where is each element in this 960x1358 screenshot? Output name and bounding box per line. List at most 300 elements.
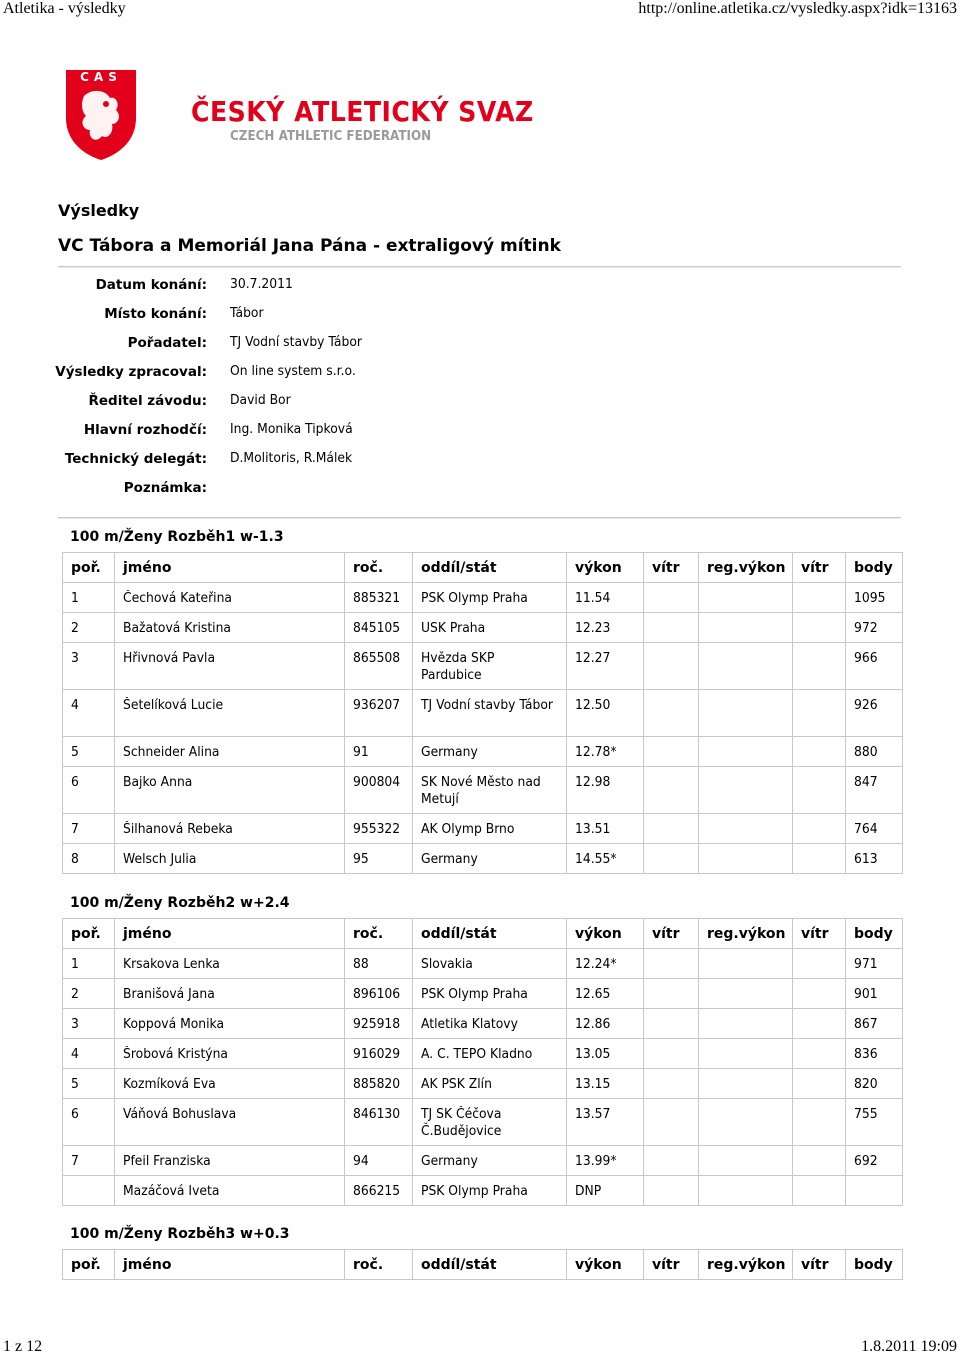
cell-text: Germany (421, 1154, 478, 1169)
cell-born (345, 949, 413, 979)
cell-text: 936207 (353, 698, 401, 713)
cell-name (115, 979, 345, 1009)
cell-text: 900804 (353, 775, 401, 790)
cell-born (345, 767, 413, 814)
cell-rank (63, 1069, 115, 1099)
cell-reg-wind (793, 1176, 846, 1206)
cell-result (567, 690, 644, 737)
cell-text: 971 (854, 957, 878, 972)
cell-text: 88 (353, 957, 369, 972)
column-header: výkon (567, 553, 644, 583)
cell-text: Koppová Monika (123, 1017, 225, 1032)
table-row (63, 1176, 903, 1206)
cell-reg (699, 814, 793, 844)
cell-name (115, 814, 345, 844)
race-title: 100 m/Ženy Rozběh3 w+0.3 (70, 1226, 290, 1242)
page-counter: 1 z 12 (3, 1338, 43, 1355)
cell-text: 12.23 (575, 621, 611, 636)
column-header: jméno (115, 553, 345, 583)
federation-subtitle: CZECH ATHLETIC FEDERATION (230, 129, 432, 144)
cell-club (413, 583, 567, 613)
cell-text: 820 (854, 1077, 878, 1092)
cell-text: 5 (71, 1077, 79, 1092)
cell-wind (644, 690, 699, 737)
cell-reg (699, 1039, 793, 1069)
cell-text: 755 (854, 1107, 878, 1122)
cell-text: 836 (854, 1047, 878, 1062)
cell-reg-wind (793, 1146, 846, 1176)
cell-rank (63, 767, 115, 814)
cell-points (846, 1099, 903, 1146)
cell-text: 613 (854, 852, 878, 867)
cell-text: DNP (575, 1184, 602, 1199)
cell-club (413, 1146, 567, 1176)
info-label: Ředitel závodu: (88, 393, 207, 409)
cell-rank (63, 1176, 115, 1206)
table-row (63, 949, 903, 979)
cell-result (567, 1039, 644, 1069)
cell-reg (699, 1146, 793, 1176)
table-header-row (63, 553, 903, 583)
cell-result (567, 1099, 644, 1146)
cell-born (345, 1069, 413, 1099)
cell-result (567, 767, 644, 814)
cell-text: 1 (71, 957, 79, 972)
federation-name: ČESKÝ ATLETICKÝ SVAZ (191, 95, 534, 128)
cell-text: SK Nové Město nad Metují (421, 775, 541, 807)
cell-reg (699, 979, 793, 1009)
cell-text: Slovakia (421, 957, 473, 972)
info-row (58, 417, 658, 446)
cell-text: 845105 (353, 621, 401, 636)
cell-club (413, 767, 567, 814)
cell-result (567, 949, 644, 979)
cell-text: 6 (71, 1107, 79, 1122)
cell-text: Pfeil Franziska (123, 1154, 211, 1169)
cell-points (846, 1146, 903, 1176)
column-header: roč. (345, 1250, 413, 1280)
cell-text: Čechová Kateřina (123, 591, 232, 606)
column-header: vítr (644, 553, 699, 583)
cell-club (413, 737, 567, 767)
cell-club (413, 1099, 567, 1146)
cell-reg-wind (793, 1069, 846, 1099)
cell-text: Šetelíková Lucie (123, 698, 224, 713)
cell-reg (699, 1176, 793, 1206)
cell-reg (699, 844, 793, 874)
column-header: body (846, 919, 903, 949)
cell-points (846, 844, 903, 874)
cell-club (413, 979, 567, 1009)
column-header: oddíl/stát (413, 553, 567, 583)
cell-rank (63, 643, 115, 690)
cell-reg (699, 767, 793, 814)
results-table (62, 918, 903, 1206)
cell-name (115, 1009, 345, 1039)
cell-points (846, 737, 903, 767)
cell-result (567, 737, 644, 767)
cell-text: 885820 (353, 1077, 401, 1092)
column-header: vítr (793, 919, 846, 949)
cell-text: Germany (421, 852, 478, 867)
federation-brand (191, 96, 572, 145)
cell-text: 1095 (854, 591, 886, 606)
cell-name (115, 1069, 345, 1099)
column-header: reg.výkon (699, 1250, 793, 1280)
race-title: 100 m/Ženy Rozběh2 w+2.4 (70, 895, 290, 911)
cell-wind (644, 1069, 699, 1099)
cell-born (345, 814, 413, 844)
cell-club (413, 1176, 567, 1206)
divider (58, 266, 901, 268)
cell-reg-wind (793, 1099, 846, 1146)
info-row (58, 330, 658, 359)
cell-name (115, 1176, 345, 1206)
cell-text: 7 (71, 1154, 79, 1169)
info-value: Tábor (230, 306, 264, 321)
cell-name (115, 583, 345, 613)
cell-born (345, 583, 413, 613)
cell-name (115, 643, 345, 690)
cell-wind (644, 1146, 699, 1176)
cell-text: 5 (71, 745, 79, 760)
column-header: vítr (644, 1250, 699, 1280)
browser-url[interactable]: http://online.atletika.cz/vysledky.aspx?idk=13163 (638, 0, 957, 17)
cell-rank (63, 1099, 115, 1146)
cell-text: 901 (854, 987, 878, 1002)
cell-name (115, 844, 345, 874)
cell-club (413, 1069, 567, 1099)
column-header: poř. (63, 1250, 115, 1280)
info-row (58, 388, 658, 417)
cell-points (846, 1069, 903, 1099)
cell-club (413, 814, 567, 844)
cell-text: Šrobová Kristýna (123, 1047, 228, 1062)
cell-text: 896106 (353, 987, 401, 1002)
column-header: poř. (63, 919, 115, 949)
column-header: reg.výkon (699, 553, 793, 583)
column-header: vítr (793, 1250, 846, 1280)
cell-reg (699, 690, 793, 737)
cell-text: 6 (71, 775, 79, 790)
cell-text: 13.05 (575, 1047, 611, 1062)
cell-text: 7 (71, 822, 79, 837)
cell-reg (699, 643, 793, 690)
cell-reg (699, 737, 793, 767)
info-label: Hlavní rozhodčí: (83, 422, 207, 438)
event-info (55, 272, 658, 504)
table-row (63, 767, 903, 814)
browser-page-title: Atletika - výsledky (3, 0, 126, 17)
cell-text: Atletika Klatovy (421, 1017, 518, 1032)
cell-result (567, 979, 644, 1009)
cell-rank (63, 583, 115, 613)
column-header: oddíl/stát (413, 919, 567, 949)
cell-result (567, 613, 644, 643)
cell-reg-wind (793, 767, 846, 814)
cell-name (115, 613, 345, 643)
cell-wind (644, 844, 699, 874)
table-header-row (63, 1250, 903, 1280)
table-row (63, 814, 903, 844)
cell-wind (644, 1176, 699, 1206)
column-header: body (846, 1250, 903, 1280)
cell-text: 13.99* (575, 1154, 617, 1169)
column-header: jméno (115, 1250, 345, 1280)
cell-born (345, 1176, 413, 1206)
cell-born (345, 643, 413, 690)
info-value: TJ Vodní stavby Tábor (230, 335, 362, 350)
cell-name (115, 949, 345, 979)
cell-points (846, 643, 903, 690)
cell-text: Schneider Alina (123, 745, 220, 760)
cell-born (345, 1146, 413, 1176)
cell-text: 13.51 (575, 822, 611, 837)
event-title: VC Tábora a Memoriál Jana Pána - extraligový mítink (58, 236, 561, 256)
table-row (63, 1146, 903, 1176)
cell-text: Branišová Jana (123, 987, 215, 1002)
cell-text: 91 (353, 745, 369, 760)
cell-born (345, 690, 413, 737)
cell-name (115, 737, 345, 767)
cell-text: 846130 (353, 1107, 401, 1122)
cell-text: Germany (421, 745, 478, 760)
info-row (58, 446, 658, 475)
cell-club (413, 613, 567, 643)
table-row (63, 737, 903, 767)
cell-text: Šilhanová Rebeka (123, 822, 233, 837)
column-header: vítr (793, 553, 846, 583)
table-row (63, 613, 903, 643)
cell-reg (699, 613, 793, 643)
cell-result (567, 1146, 644, 1176)
cell-text: 12.50 (575, 698, 611, 713)
cell-text: 3 (71, 651, 79, 666)
cell-wind (644, 643, 699, 690)
cell-rank (63, 1009, 115, 1039)
cell-text: 916029 (353, 1047, 401, 1062)
cell-club (413, 643, 567, 690)
cell-text: 966 (854, 651, 878, 666)
cell-reg-wind (793, 814, 846, 844)
cell-points (846, 1009, 903, 1039)
cell-born (345, 737, 413, 767)
cell-text: 885321 (353, 591, 401, 606)
cell-text: 94 (353, 1154, 369, 1169)
cell-reg (699, 949, 793, 979)
cell-born (345, 1099, 413, 1146)
cell-text: 1 (71, 591, 79, 606)
table-row (63, 643, 903, 690)
cell-reg-wind (793, 1039, 846, 1069)
cell-club (413, 690, 567, 737)
cell-points (846, 814, 903, 844)
cell-wind (644, 1099, 699, 1146)
cell-text: 865508 (353, 651, 401, 666)
results-table (62, 552, 903, 874)
cell-text: 12.65 (575, 987, 611, 1002)
cell-points (846, 1176, 903, 1206)
cell-text: 95 (353, 852, 369, 867)
cell-text: 867 (854, 1017, 878, 1032)
cell-name (115, 1099, 345, 1146)
info-value: 30.7.2011 (230, 277, 293, 292)
column-header: oddíl/stát (413, 1250, 567, 1280)
table-row (63, 1039, 903, 1069)
cell-wind (644, 1009, 699, 1039)
cell-born (345, 613, 413, 643)
cell-text: Krsakova Lenka (123, 957, 220, 972)
cell-text: Bajko Anna (123, 775, 193, 790)
cell-result (567, 1069, 644, 1099)
cell-rank (63, 737, 115, 767)
cell-rank (63, 690, 115, 737)
table-row (63, 1099, 903, 1146)
info-label: Poznámka: (123, 480, 207, 496)
results-table (62, 1249, 903, 1280)
table-row (63, 979, 903, 1009)
cell-text: 880 (854, 745, 878, 760)
cell-reg-wind (793, 643, 846, 690)
cell-reg-wind (793, 1009, 846, 1039)
table-row (63, 1009, 903, 1039)
cell-club (413, 949, 567, 979)
cell-text: TJ SK Čéčova Č.Budějovice (421, 1107, 502, 1139)
cell-text: 4 (71, 1047, 79, 1062)
cell-text: AK Olymp Brno (421, 822, 515, 837)
cell-text: 12.27 (575, 651, 611, 666)
cell-text: 866215 (353, 1184, 401, 1199)
cell-text: A. C. TEPO Kladno (421, 1047, 533, 1062)
cell-text: 11.54 (575, 591, 611, 606)
cell-text: Hvězda SKP Pardubice (421, 651, 495, 683)
cell-rank (63, 1146, 115, 1176)
cell-text: 12.98 (575, 775, 611, 790)
cell-born (345, 1039, 413, 1069)
info-value: Ing. Monika Tipková (230, 422, 353, 437)
cell-text: 925918 (353, 1017, 401, 1032)
table-row (63, 844, 903, 874)
info-label: Technický delegát: (64, 451, 207, 467)
cell-result (567, 1176, 644, 1206)
cell-text: 955322 (353, 822, 401, 837)
column-header: jméno (115, 919, 345, 949)
cell-club (413, 1009, 567, 1039)
cell-text: 972 (854, 621, 878, 636)
cell-wind (644, 814, 699, 844)
cell-reg-wind (793, 979, 846, 1009)
cell-text: TJ Vodní stavby Tábor (421, 698, 553, 713)
cell-text: 847 (854, 775, 878, 790)
column-header: vítr (644, 919, 699, 949)
cell-rank (63, 979, 115, 1009)
cell-points (846, 613, 903, 643)
cell-points (846, 1039, 903, 1069)
cell-text: 3 (71, 1017, 79, 1032)
cell-wind (644, 1039, 699, 1069)
cell-points (846, 690, 903, 737)
cell-club (413, 844, 567, 874)
column-header: roč. (345, 919, 413, 949)
table-row (63, 690, 903, 737)
info-label: Výsledky zpracoval: (55, 364, 207, 380)
cell-reg (699, 583, 793, 613)
cell-reg-wind (793, 583, 846, 613)
print-footer (0, 1338, 960, 1358)
cell-rank (63, 613, 115, 643)
table-header-row (63, 919, 903, 949)
cell-club (413, 1039, 567, 1069)
cell-reg (699, 1009, 793, 1039)
info-label: Místo konání: (104, 306, 207, 322)
column-header: body (846, 553, 903, 583)
cell-text: Kozmíková Eva (123, 1077, 216, 1092)
cell-points (846, 767, 903, 814)
info-row (58, 475, 658, 504)
cell-text: 2 (71, 621, 79, 636)
cell-text: 4 (71, 698, 79, 713)
cell-name (115, 767, 345, 814)
cell-text: 2 (71, 987, 79, 1002)
cell-text: PSK Olymp Praha (421, 591, 528, 606)
cell-wind (644, 737, 699, 767)
cell-wind (644, 613, 699, 643)
cell-points (846, 979, 903, 1009)
cell-result (567, 1009, 644, 1039)
cell-text: 13.15 (575, 1077, 611, 1092)
cell-born (345, 1009, 413, 1039)
cell-reg-wind (793, 949, 846, 979)
cell-wind (644, 949, 699, 979)
cell-text: PSK Olymp Praha (421, 1184, 528, 1199)
column-header: výkon (567, 1250, 644, 1280)
column-header: poř. (63, 553, 115, 583)
column-header: reg.výkon (699, 919, 793, 949)
cell-born (345, 979, 413, 1009)
cell-wind (644, 583, 699, 613)
cell-text: 14.55* (575, 852, 617, 867)
cell-text: AK PSK Zlín (421, 1077, 492, 1092)
cell-text: Váňová Bohuslava (123, 1107, 237, 1122)
cell-born (345, 844, 413, 874)
cell-text: 8 (71, 852, 79, 867)
cell-name (115, 1039, 345, 1069)
info-row (58, 301, 658, 330)
cell-text: Welsch Julia (123, 852, 197, 867)
info-row (55, 359, 658, 388)
cell-text: PSK Olymp Praha (421, 987, 528, 1002)
print-header (0, 0, 960, 20)
cell-text: Mazáčová Iveta (123, 1184, 220, 1199)
cell-result (567, 814, 644, 844)
print-datetime: 1.8.2011 19:09 (861, 1338, 957, 1355)
cell-text: 926 (854, 698, 878, 713)
cell-reg-wind (793, 690, 846, 737)
cell-wind (644, 979, 699, 1009)
info-label: Pořadatel: (127, 335, 207, 351)
cell-reg-wind (793, 613, 846, 643)
cell-text: Hřivnová Pavla (123, 651, 216, 666)
table-row (63, 1069, 903, 1099)
info-value: On line system s.r.o. (230, 364, 356, 379)
page-heading: Výsledky (58, 201, 140, 220)
cell-name (115, 1146, 345, 1176)
cell-text: 12.24* (575, 957, 617, 972)
cell-text: USK Praha (421, 621, 486, 636)
cell-text: Bažatová Kristina (123, 621, 232, 636)
cell-reg-wind (793, 737, 846, 767)
cell-result (567, 583, 644, 613)
